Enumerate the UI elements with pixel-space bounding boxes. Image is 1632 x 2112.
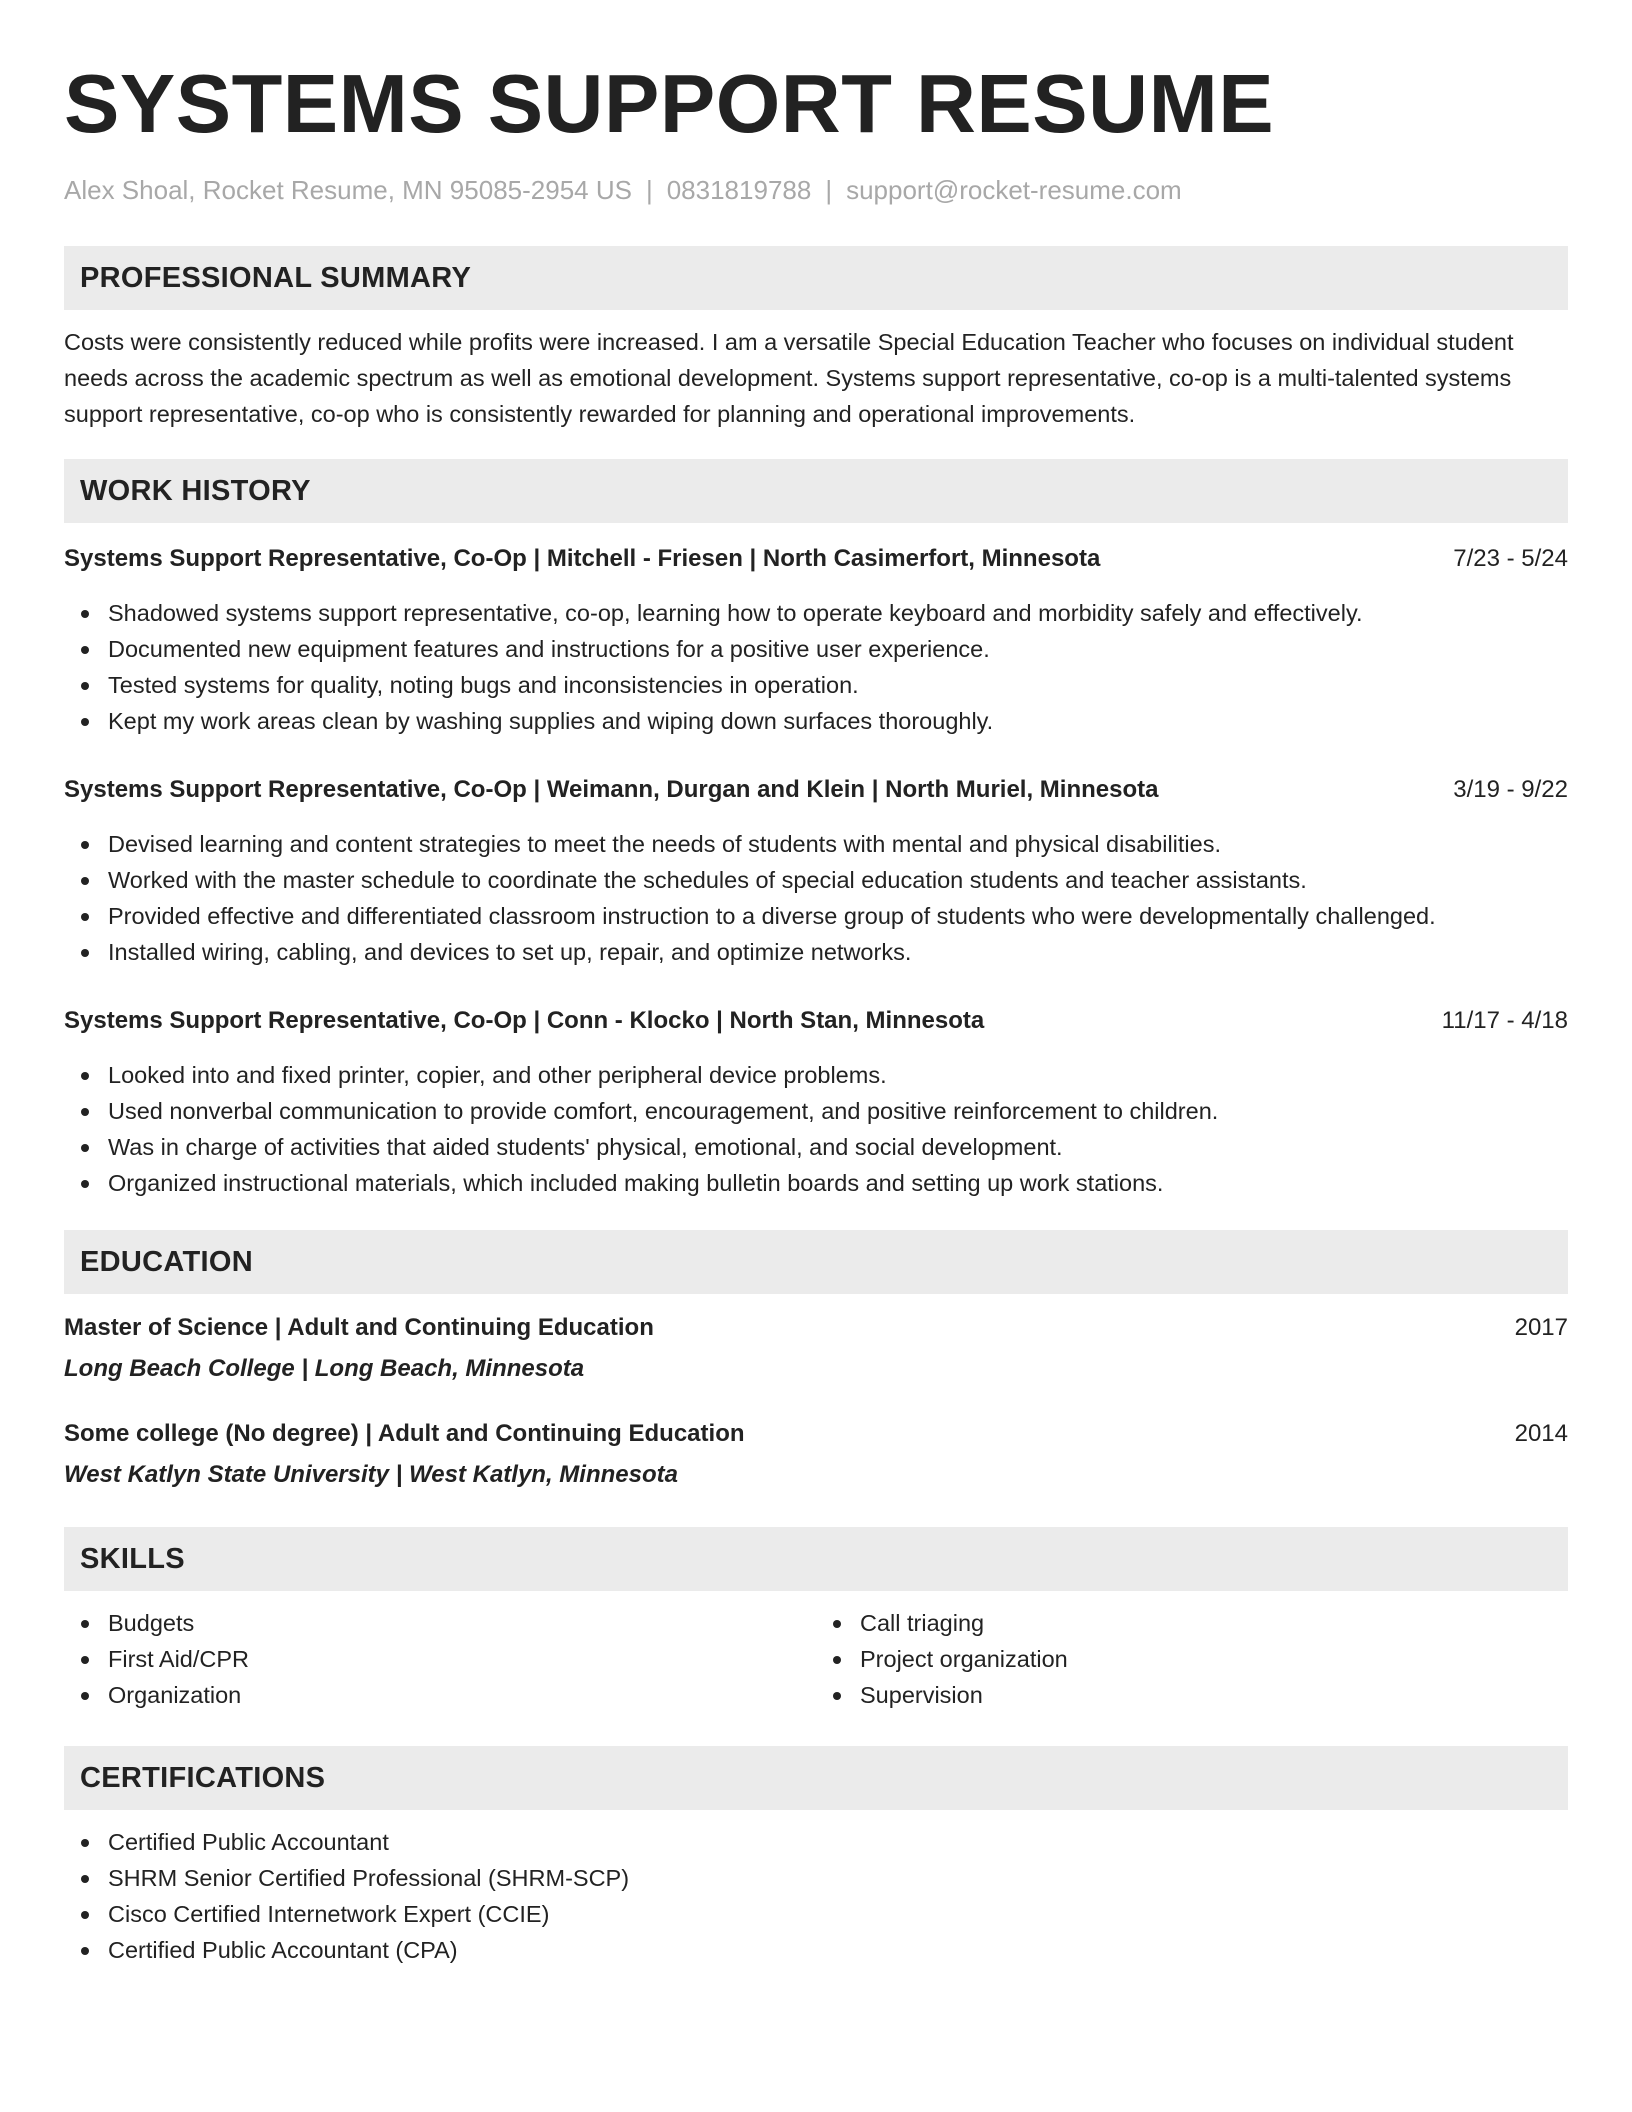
job-title: Systems Support Representative, Co-Op | Conn - Klocko | North Stan, Minnesota <box>64 1007 985 1034</box>
contact-email: support@rocket-resume.com <box>846 175 1182 205</box>
skills-column-right <box>816 1605 1568 1713</box>
contact-phone: 0831819788 <box>666 175 812 205</box>
certification-item: SHRM Senior Certified Professional (SHRM-SCP) <box>108 1860 1568 1896</box>
certification-item: Cisco Certified Internetwork Expert (CCIE) <box>108 1896 1568 1932</box>
skill-item: Project organization <box>860 1641 1568 1677</box>
job-bullet: Documented new equipment features and instructions for a positive user experience. <box>108 631 1568 667</box>
job-bullet: Provided effective and differentiated classroom instruction to a diverse group of students who were developmentally challenged. <box>108 898 1568 934</box>
job-title: Systems Support Representative, Co-Op | Weimann, Durgan and Klein | North Muriel, Minnesota <box>64 776 1159 803</box>
education-entry <box>64 1416 1568 1493</box>
education-degree: Some college (No degree) | Adult and Continuing Education <box>64 1420 745 1447</box>
education-header <box>64 1416 1568 1452</box>
job-bullet: Shadowed systems support representative, co-op, learning how to operate keyboard and morbidity safely and effectively. <box>108 595 1568 631</box>
job-bullet: Devised learning and content strategies to meet the needs of students with mental and physical disabilities. <box>108 826 1568 862</box>
skills-grid <box>64 1605 1568 1713</box>
job-bullet: Installed wiring, cabling, and devices to set up, repair, and optimize networks. <box>108 934 1568 970</box>
education-entry <box>64 1310 1568 1387</box>
job-entry <box>64 541 1568 739</box>
section-heading-education: EDUCATION <box>64 1230 1568 1294</box>
skill-item: Budgets <box>108 1605 816 1641</box>
job-entry <box>64 772 1568 970</box>
certification-item: Certified Public Accountant (CPA) <box>108 1932 1568 1968</box>
section-heading-certifications: CERTIFICATIONS <box>64 1746 1568 1810</box>
job-header <box>64 772 1568 808</box>
education-degree: Master of Science | Adult and Continuing Education <box>64 1314 654 1341</box>
skills-column-left <box>64 1605 816 1713</box>
section-heading-skills: SKILLS <box>64 1527 1568 1591</box>
contact-line <box>64 172 1568 208</box>
job-dates: 7/23 - 5/24 <box>1453 545 1568 572</box>
education-header <box>64 1310 1568 1346</box>
job-header <box>64 541 1568 577</box>
job-header <box>64 1003 1568 1039</box>
education-year: 2014 <box>1514 1420 1568 1447</box>
resume-title: SYSTEMS SUPPORT RESUME <box>64 57 1275 150</box>
section-heading-summary: PROFESSIONAL SUMMARY <box>64 246 1568 310</box>
job-bullets <box>64 595 1568 739</box>
job-bullet: Kept my work areas clean by washing supplies and wiping down surfaces thoroughly. <box>108 703 1568 739</box>
skill-item: First Aid/CPR <box>108 1641 816 1677</box>
skill-item: Call triaging <box>860 1605 1568 1641</box>
skill-item: Organization <box>108 1677 816 1713</box>
job-bullet: Worked with the master schedule to coordinate the schedules of special education students and teacher assistants. <box>108 862 1568 898</box>
contact-address: Alex Shoal, Rocket Resume, MN 95085-2954 US <box>64 175 632 205</box>
job-dates: 3/19 - 9/22 <box>1453 776 1568 803</box>
education-school: Long Beach College | Long Beach, Minnesota <box>64 1355 585 1382</box>
job-bullet: Was in charge of activities that aided students' physical, emotional, and social development. <box>108 1129 1568 1165</box>
certifications-list <box>64 1824 1568 1968</box>
job-bullets <box>64 826 1568 970</box>
education-year: 2017 <box>1514 1314 1568 1341</box>
education-school: West Katlyn State University | West Katlyn, Minnesota <box>64 1461 678 1488</box>
contact-separator: | <box>645 175 653 205</box>
contact-separator: | <box>825 175 833 205</box>
skill-item: Supervision <box>860 1677 1568 1713</box>
job-title: Systems Support Representative, Co-Op | Mitchell - Friesen | North Casimerfort, Minnesota <box>64 545 1101 572</box>
certification-item: Certified Public Accountant <box>108 1824 1568 1860</box>
job-bullet: Used nonverbal communication to provide comfort, encouragement, and positive reinforcement to children. <box>108 1093 1568 1129</box>
resume-page <box>64 52 1568 1968</box>
job-dates: 11/17 - 4/18 <box>1441 1007 1568 1034</box>
job-bullet: Organized instructional materials, which included making bulletin boards and setting up work stations. <box>108 1165 1568 1201</box>
section-heading-work-history: WORK HISTORY <box>64 459 1568 523</box>
job-bullets <box>64 1057 1568 1201</box>
job-entry <box>64 1003 1568 1201</box>
job-bullet: Tested systems for quality, noting bugs and inconsistencies in operation. <box>108 667 1568 703</box>
summary-text: Costs were consistently reduced while profits were increased. I am a versatile Special Education Teacher who focuses on individual student needs across the academic spectrum as well as emotional development. Systems support representative, co-op is a multi-talented systems support representative, co-op who is consistently rewarded for planning and operational improvements. <box>64 329 1514 427</box>
job-bullet: Looked into and fixed printer, copier, and other peripheral device problems. <box>108 1057 1568 1093</box>
